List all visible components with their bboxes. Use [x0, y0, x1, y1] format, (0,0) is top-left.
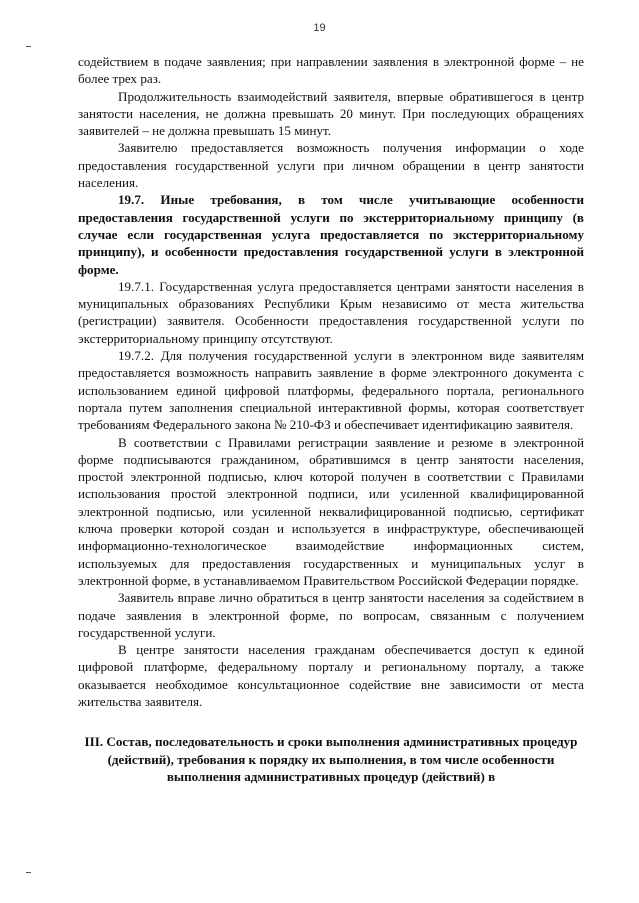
section-heading: 19.7. Иные требования, в том числе учитывающие особенности предоставления государственной услуги по экстерриториальному принципу (в случае если государственная услуга предоставляется по экстерриториальному принципу), и особенности предоставления государственной услуги в электронной форме.: [78, 192, 584, 277]
margin-mark: [26, 46, 31, 47]
page-number: 19: [313, 22, 326, 34]
paragraph: В центре занятости населения гражданам обеспечивается доступ к единой цифровой платформе, федеральному порталу и региональному порталу, а также оказывается необходимое консультационное содействие вне зависимости от места жительства заявителя.: [78, 642, 584, 709]
part-heading: III. Состав, последовательность и сроки выполнения административных процедур (действий), требования к порядку их выполнения, в том числе особенности выполнения административных процедур (действий) в: [84, 734, 578, 784]
paragraph: 19.7.2. Для получения государственной услуги в электронном виде заявителям предоставляется возможность направить заявление в форме электронного документа с использованием единой цифровой платформы, федерального портала, регионального портала путем заполнения специальной интерактивной формы, которая соответствует требованиям Федерального закона № 210-ФЗ и обеспечивает идентификацию заявителя.: [78, 348, 584, 433]
paragraph: 19.7.1. Государственная услуга предоставляется центрами занятости населения в муниципальных образованиях Республики Крым независимо от места жительства (регистрации) заявителя. Особенности предоставления государственной услуги по экстерриториальному принципу отсутствуют.: [78, 278, 584, 346]
paragraph: Заявитель вправе лично обратиться в центр занятости населения за содействием в подаче заявления в электронной форме, по вопросам, связанным с получением государственной услуги.: [78, 590, 584, 640]
paragraph: Продолжительность взаимодействий заявителя, впервые обратившегося в центр занятости населения, не должна превышать 20 минут. При последующих обращениях заявителей – не должна превышать 15 минут.: [78, 88, 584, 139]
paragraph: Заявителю предоставляется возможность получения информации о ходе предоставления государственной услуги при личном обращении в центр занятости населения.: [78, 140, 584, 191]
margin-mark: [26, 872, 31, 873]
paragraph: содействием в подаче заявления; при направлении заявления в электронной форме – не более трех раз.: [78, 54, 584, 87]
document-body: [78, 53, 584, 785]
paragraph: В соответствии с Правилами регистрации заявление и резюме в электронной форме подписываются гражданином, обратившимся в центр занятости населения, простой электронной подписью, ключ которой получен в соответствии с Правилами использования простой электронной подписи, или усиленной квалифицированной электронной подписью, или усиленной неквалифицированной подписью, сертификат ключа проверки которой создан и используется в инфраструктуре, обеспечивающей информационно-технологическое взаимодействие информационных систем, используемых для предоставления государственных и муниципальных услуг в электронной форме, в устанавливаемом Правительством Российской Федерации порядке.: [78, 434, 584, 588]
